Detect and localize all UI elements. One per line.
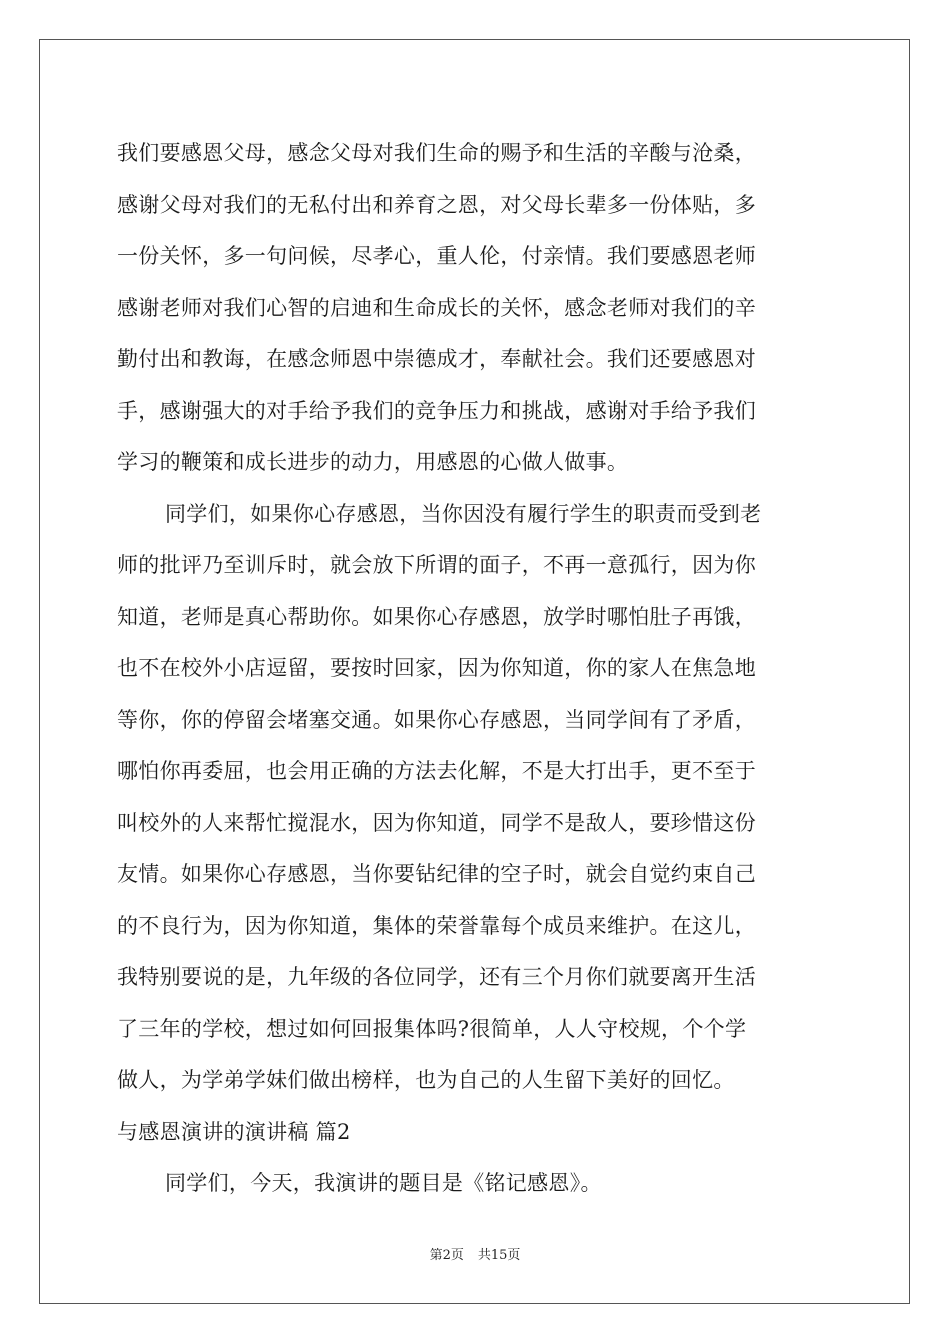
text-line: 也不在校外小店逗留，要按时回家，因为你知道，你的家人在焦急地 — [117, 656, 756, 680]
text-line: 做人，为学弟学妹们做出榜样，也为自己的人生留下美好的回忆。 — [117, 1068, 735, 1092]
document-body — [117, 128, 833, 1210]
text-line: 等你，你的停留会堵塞交通。如果你心存感恩，当同学间有了矛盾， — [117, 707, 756, 732]
text-line: 与感恩演讲的演讲稿 篇2 — [117, 1119, 351, 1144]
text-line: 叫校外的人来帮忙搅混水，因为你知道，同学不是敌人，要珍惜这份 — [117, 810, 756, 835]
text-line: 知道，老师是真心帮助你。如果你心存感恩，放学时哪怕肚子再饿， — [117, 604, 756, 629]
page-total: 共15页 — [477, 1248, 521, 1263]
text-line: 了三年的学校，想过如何回报集体吗?很简单，人人守校规，个个学 — [117, 1016, 747, 1041]
page-number: 第2页 — [429, 1248, 464, 1263]
text-line: 我特别要说的是，九年级的各位同学，还有三个月你们就要离开生活 — [117, 965, 756, 989]
text-line: 友情。如果你心存感恩，当你要钻纪律的空子时，就会自觉约束自己 — [117, 862, 756, 886]
text-line: 手，感谢强大的对手给予我们的竞争压力和挑战，感谢对手给予我们 — [117, 398, 756, 423]
text-line: 勤付出和教诲，在感念师恩中崇德成才，奉献社会。我们还要感恩对 — [117, 347, 756, 371]
text-line: 感谢老师对我们心智的启迪和生命成长的关怀，感念老师对我们的辛 — [117, 295, 756, 320]
text-line: 哪怕你再委屈，也会用正确的方法去化解，不是大打出手，更不至于 — [117, 759, 756, 783]
text-line: 师的批评乃至训斥时，就会放下所谓的面子，不再一意孤行，因为你 — [117, 553, 756, 577]
text-line: 同学们，今天，我演讲的题目是《铭记感恩》。 — [165, 1171, 602, 1195]
text-line: 感谢父母对我们的无私付出和养育之恩，对父母长辈多一份体贴，多 — [117, 192, 756, 217]
text-line: 学习的鞭策和成长进步的动力，用感恩的心做人做事。 — [117, 450, 629, 474]
page-footer — [0, 1244, 950, 1263]
text-line: 的不良行为，因为你知道，集体的荣誉靠每个成员来维护。在这儿， — [117, 913, 756, 938]
text-line: 我们要感恩父母，感念父母对我们生命的赐予和生活的辛酸与沧桑， — [117, 141, 756, 165]
text-line: 同学们，如果你心存感恩，当你因没有履行学生的职责而受到老 — [165, 501, 762, 526]
text-line: 一份关怀，多一句问候，尽孝心，重人伦，付亲情。我们要感恩老师 — [117, 244, 756, 268]
